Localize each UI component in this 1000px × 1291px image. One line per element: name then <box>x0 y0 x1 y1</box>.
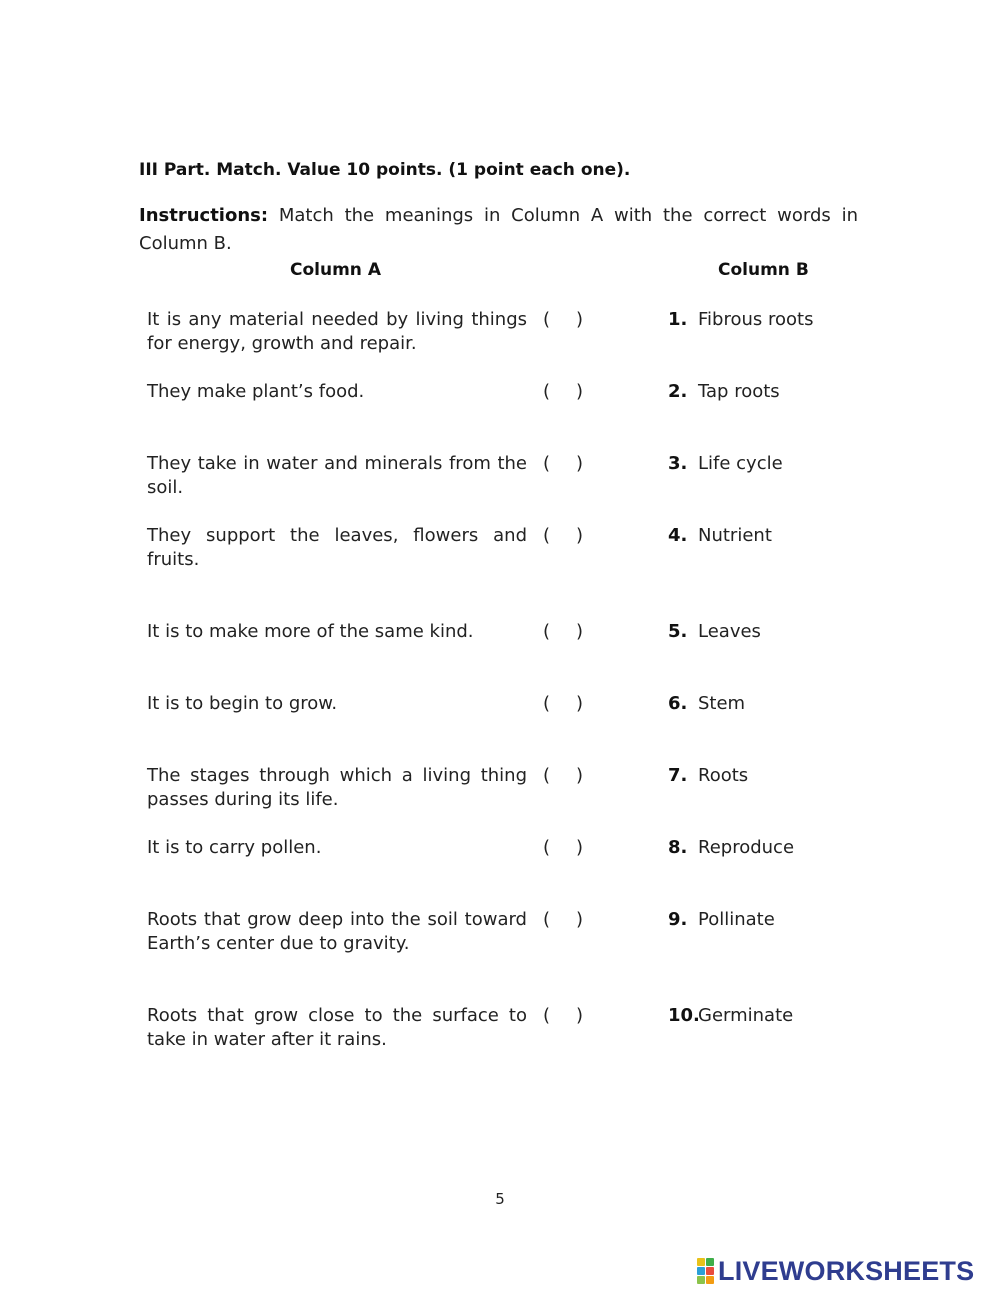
logo-block <box>697 1276 705 1284</box>
answer-open-paren: ( <box>543 621 551 642</box>
word-text: Fibrous roots <box>698 309 814 330</box>
word-number: 4. <box>668 525 688 546</box>
answer-open-paren: ( <box>543 525 551 546</box>
logo-block <box>706 1258 714 1266</box>
answer-close-paren: ) <box>575 525 583 546</box>
meaning-text: It is any material needed by living things for energy, growth and repair. <box>147 309 527 354</box>
answer-close-paren: ) <box>575 765 583 786</box>
answer-box[interactable] <box>543 836 583 860</box>
answer-box[interactable] <box>543 380 583 404</box>
match-row <box>0 452 1000 512</box>
answer-close-paren: ) <box>575 381 583 402</box>
logo-block <box>706 1276 714 1284</box>
word-number: 6. <box>668 693 688 714</box>
page-number: 5 <box>495 1190 505 1208</box>
logo-block <box>697 1267 705 1275</box>
section-title: III Part. Match. Value 10 points. (1 point each one). <box>139 160 631 180</box>
word-number: 3. <box>668 453 688 474</box>
word-text: Roots <box>698 765 749 786</box>
word-number: 9. <box>668 909 688 930</box>
word-number: 1. <box>668 309 688 330</box>
meaning-text: They make plant’s food. <box>147 381 365 402</box>
answer-box[interactable] <box>543 692 583 716</box>
answer-open-paren: ( <box>543 693 551 714</box>
answer-open-paren: ( <box>543 453 551 474</box>
answer-box[interactable] <box>543 1004 583 1028</box>
instructions-label: Instructions: <box>139 205 269 226</box>
answer-box[interactable] <box>543 308 583 332</box>
word-text: Nutrient <box>698 525 772 546</box>
match-row <box>0 764 1000 824</box>
answer-open-paren: ( <box>543 765 551 786</box>
answer-close-paren: ) <box>575 693 583 714</box>
match-row <box>0 380 1000 440</box>
match-row <box>0 308 1000 368</box>
word-number: 8. <box>668 837 688 858</box>
answer-close-paren: ) <box>575 453 583 474</box>
answer-open-paren: ( <box>543 837 551 858</box>
answer-close-paren: ) <box>575 621 583 642</box>
word-number: 10. <box>668 1005 700 1026</box>
word-number: 5. <box>668 621 688 642</box>
answer-box[interactable] <box>543 452 583 476</box>
word-text: Life cycle <box>698 453 783 474</box>
column-b-header: Column B <box>718 260 809 280</box>
meaning-text: Roots that grow deep into the soil toward Earth’s center due to gravity. <box>147 909 527 954</box>
match-row <box>0 692 1000 752</box>
answer-box[interactable] <box>543 524 583 548</box>
column-a-header: Column A <box>290 260 381 280</box>
meaning-text: It is to make more of the same kind. <box>147 621 474 642</box>
word-text: Stem <box>698 693 746 714</box>
meaning-text: The stages through which a living thing passes during its life. <box>147 765 527 810</box>
meaning-text: It is to begin to grow. <box>147 693 338 714</box>
answer-close-paren: ) <box>575 837 583 858</box>
instructions-text: Match the meanings in Column A with the correct words in Column B. <box>139 205 858 254</box>
word-number: 7. <box>668 765 688 786</box>
answer-box[interactable] <box>543 620 583 644</box>
meaning-text: They take in water and minerals from the soil. <box>147 453 527 498</box>
answer-close-paren: ) <box>575 1005 583 1026</box>
word-text: Germinate <box>698 1005 794 1026</box>
answer-open-paren: ( <box>543 381 551 402</box>
match-row <box>0 620 1000 680</box>
logo-block <box>706 1267 714 1275</box>
meaning-text: Roots that grow close to the surface to take in water after it rains. <box>147 1005 527 1050</box>
word-text: Pollinate <box>698 909 775 930</box>
meaning-text: It is to carry pollen. <box>147 837 322 858</box>
answer-box[interactable] <box>543 908 583 932</box>
instructions <box>139 202 858 258</box>
answer-close-paren: ) <box>575 909 583 930</box>
answer-close-paren: ) <box>575 309 583 330</box>
logo-blocks-icon <box>697 1258 714 1284</box>
match-row <box>0 908 1000 968</box>
answer-open-paren: ( <box>543 309 551 330</box>
match-row <box>0 524 1000 584</box>
meaning-text: They support the leaves, flowers and fruits. <box>147 525 527 570</box>
word-text: Leaves <box>698 621 761 642</box>
answer-box[interactable] <box>543 764 583 788</box>
logo-block <box>697 1258 705 1266</box>
answer-open-paren: ( <box>543 1005 551 1026</box>
answer-open-paren: ( <box>543 909 551 930</box>
match-row <box>0 1004 1000 1064</box>
word-text: Tap roots <box>698 381 780 402</box>
liveworksheets-logo <box>697 1256 974 1286</box>
word-number: 2. <box>668 381 688 402</box>
logo-text: LIVEWORKSHEETS <box>718 1255 975 1286</box>
word-text: Reproduce <box>698 837 795 858</box>
match-row <box>0 836 1000 896</box>
